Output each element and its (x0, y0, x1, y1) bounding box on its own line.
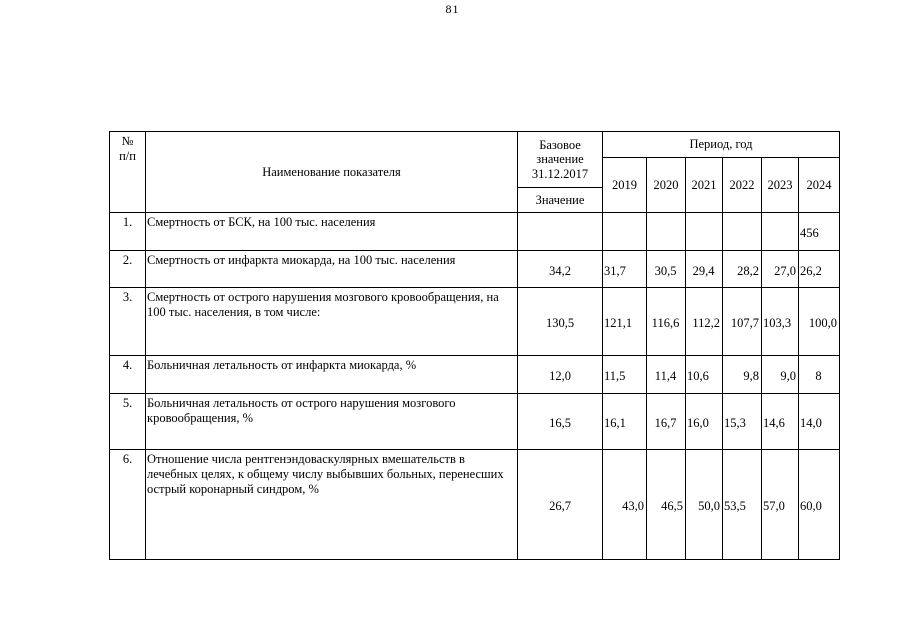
header-year: 2023 (762, 158, 799, 213)
year-value: 16,0 (686, 394, 723, 450)
year-value: 9,0 (762, 356, 799, 394)
header-year: 2020 (647, 158, 686, 213)
year-value: 121,1 (603, 288, 647, 356)
year-value: 15,3 (723, 394, 762, 450)
row-number: 5. (110, 394, 146, 450)
year-value: 29,4 (686, 251, 723, 288)
year-value: 27,0 (762, 251, 799, 288)
row-number: 1. (110, 213, 146, 251)
indicator-name: Больничная летальность от инфаркта миокарда, % (146, 356, 518, 394)
base-value: 34,2 (518, 251, 603, 288)
year-value: 14,6 (762, 394, 799, 450)
year-value: 43,0 (603, 450, 647, 560)
row-number: 2. (110, 251, 146, 288)
year-value (762, 213, 799, 251)
header-base-sub: Значение (518, 188, 603, 213)
row-number: 4. (110, 356, 146, 394)
base-value: 26,7 (518, 450, 603, 560)
year-value: 103,3 (762, 288, 799, 356)
year-value: 116,6 (647, 288, 686, 356)
year-value (647, 213, 686, 251)
indicator-name: Смертность от острого нарушения мозгового кровообращения, на 100 тыс. населения, в том числе: (146, 288, 518, 356)
year-value: 8 (799, 356, 840, 394)
header-year: 2019 (603, 158, 647, 213)
row-number: 6. (110, 450, 146, 560)
table-row (110, 251, 840, 288)
base-value (518, 213, 603, 251)
year-value: 46,5 (647, 450, 686, 560)
year-value: 107,7 (723, 288, 762, 356)
indicator-name: Отношение числа рентгенэндоваскулярных вмешательств в лечебных целях, к общему числу выбывших больных, перенесших острый коронарный синдром, % (146, 450, 518, 560)
header-year: 2024 (799, 158, 840, 213)
indicator-name: Больничная летальность от острого нарушения мозгового кровообращения, % (146, 394, 518, 450)
year-value: 57,0 (762, 450, 799, 560)
table-row (110, 356, 840, 394)
year-value (603, 213, 647, 251)
year-value: 60,0 (799, 450, 840, 560)
table-row (110, 213, 840, 251)
header-period: Период, год (603, 132, 840, 158)
year-value: 28,2 (723, 251, 762, 288)
year-value: 11,4 (647, 356, 686, 394)
row-number: 3. (110, 288, 146, 356)
year-value: 11,5 (603, 356, 647, 394)
year-value: 16,1 (603, 394, 647, 450)
year-value: 100,0 (799, 288, 840, 356)
header-base-value: Базовое значение 31.12.2017 (518, 132, 603, 188)
table-row (110, 394, 840, 450)
header-year: 2021 (686, 158, 723, 213)
year-value: 112,2 (686, 288, 723, 356)
header-row (110, 132, 840, 158)
year-value: 14,0 (799, 394, 840, 450)
indicators-table (109, 131, 840, 560)
year-value: 30,5 (647, 251, 686, 288)
year-value (723, 213, 762, 251)
year-value: 9,8 (723, 356, 762, 394)
indicator-name: Смертность от инфаркта миокарда, на 100 тыс. населения (146, 251, 518, 288)
table-row (110, 450, 840, 560)
indicator-name: Смертность от БСК, на 100 тыс. населения (146, 213, 518, 251)
year-value: 456 (799, 213, 840, 251)
year-value: 16,7 (647, 394, 686, 450)
year-value: 31,7 (603, 251, 647, 288)
year-value: 53,5 (723, 450, 762, 560)
year-value: 26,2 (799, 251, 840, 288)
page-number: 81 (445, 2, 460, 16)
base-value: 16,5 (518, 394, 603, 450)
year-value (686, 213, 723, 251)
header-name: Наименование показателя (146, 132, 518, 213)
header-num: № п/п (110, 132, 146, 213)
table-row (110, 288, 840, 356)
year-value: 10,6 (686, 356, 723, 394)
base-value: 130,5 (518, 288, 603, 356)
header-year: 2022 (723, 158, 762, 213)
base-value: 12,0 (518, 356, 603, 394)
year-value: 50,0 (686, 450, 723, 560)
